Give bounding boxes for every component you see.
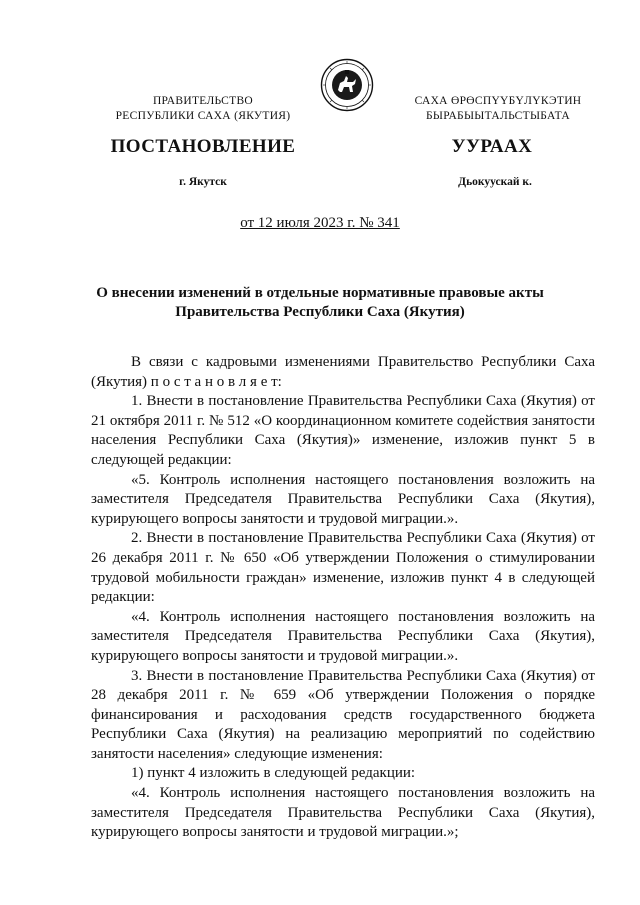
paragraph: 3. Внести в постановление Правительства Республики Саха (Якутия) от 28 декабря 2011 г. № 659 «Об утверждении Положения о порядке финансирования и расходования средств государственного бюджета Республики Саха (Якутия) на реализацию мероприятий по содействию занятости населения» следующие изменения: [91,667,595,762]
government-name-line-2: РЕСПУБЛИКИ САХА (ЯКУТИЯ) [115,110,291,122]
government-name-sakha-line-1: САХА ӨРӨСПҮҮБҮЛҮКЭТИН [414,95,582,107]
document-title-line-2: Правительства Республики Саха (Якутия) [175,304,465,320]
paragraph: «4. Контроль исполнения настоящего постановления возложить на заместителя Председателя Правительства Республики Саха (Якутия), курирующего вопросы занятости и трудовой миграции.»; [91,785,595,841]
document-date-number [0,215,640,232]
document-type-russian: ПОСТАНОВЛЕНИЕ [110,136,296,157]
coat-of-arms-emblem [320,58,374,112]
document-date-number-text: от 12 июля 2023 г. № 341 [240,215,400,231]
document-title [90,284,550,322]
paragraph: В связи с кадровыми изменениями Правительство Республики Саха (Якутия) п о с т а н о в л я е т: [91,354,595,390]
paragraph: «4. Контроль исполнения настоящего постановления возложить на заместителя Председателя Правительства Республики Саха (Якутия), курирующего вопросы занятости и трудовой миграции.». [91,608,595,664]
document-body [91,353,595,843]
paragraph: «5. Контроль исполнения настоящего постановления возложить на заместителя Председателя Правительства Республики Саха (Якутия), курирующего вопросы занятости и трудовой миграции.». [91,471,595,527]
government-name-sakha [372,94,624,124]
paragraph: 1. Внести в постановление Правительства Республики Саха (Якутия) от 21 октября 2011 г. № 512 «О координационном комитете содействия занятости населения Республики Саха (Якутия)» изменение, изложив пункт 5 в следующей редакции: [91,393,595,468]
paragraph: 2. Внести в постановление Правительства Республики Саха (Якутия) от 26 декабря 2011 г. № 650 «Об утверждении Положения о стимулировании трудовой мобильности граждан» изменение, изложив пункт 4 в следующей редакции: [91,530,595,606]
paragraph: 1) пункт 4 изложить в следующей редакции: [131,765,416,782]
government-name-sakha-line-2: БЫРАБЫЫТАЛЬСТЫБАТА [425,110,571,122]
government-name-russian [88,94,318,124]
city-russian: г. Якутск [179,176,227,188]
document-title-line-1: О внесении изменений в отдельные нормативные правовые акты [96,285,544,301]
government-name-line-1: ПРАВИТЕЛЬСТВО [152,95,254,107]
document-type-sakha: УУРААХ [451,136,533,157]
city-sakha: Дьокуускай к. [458,176,532,188]
